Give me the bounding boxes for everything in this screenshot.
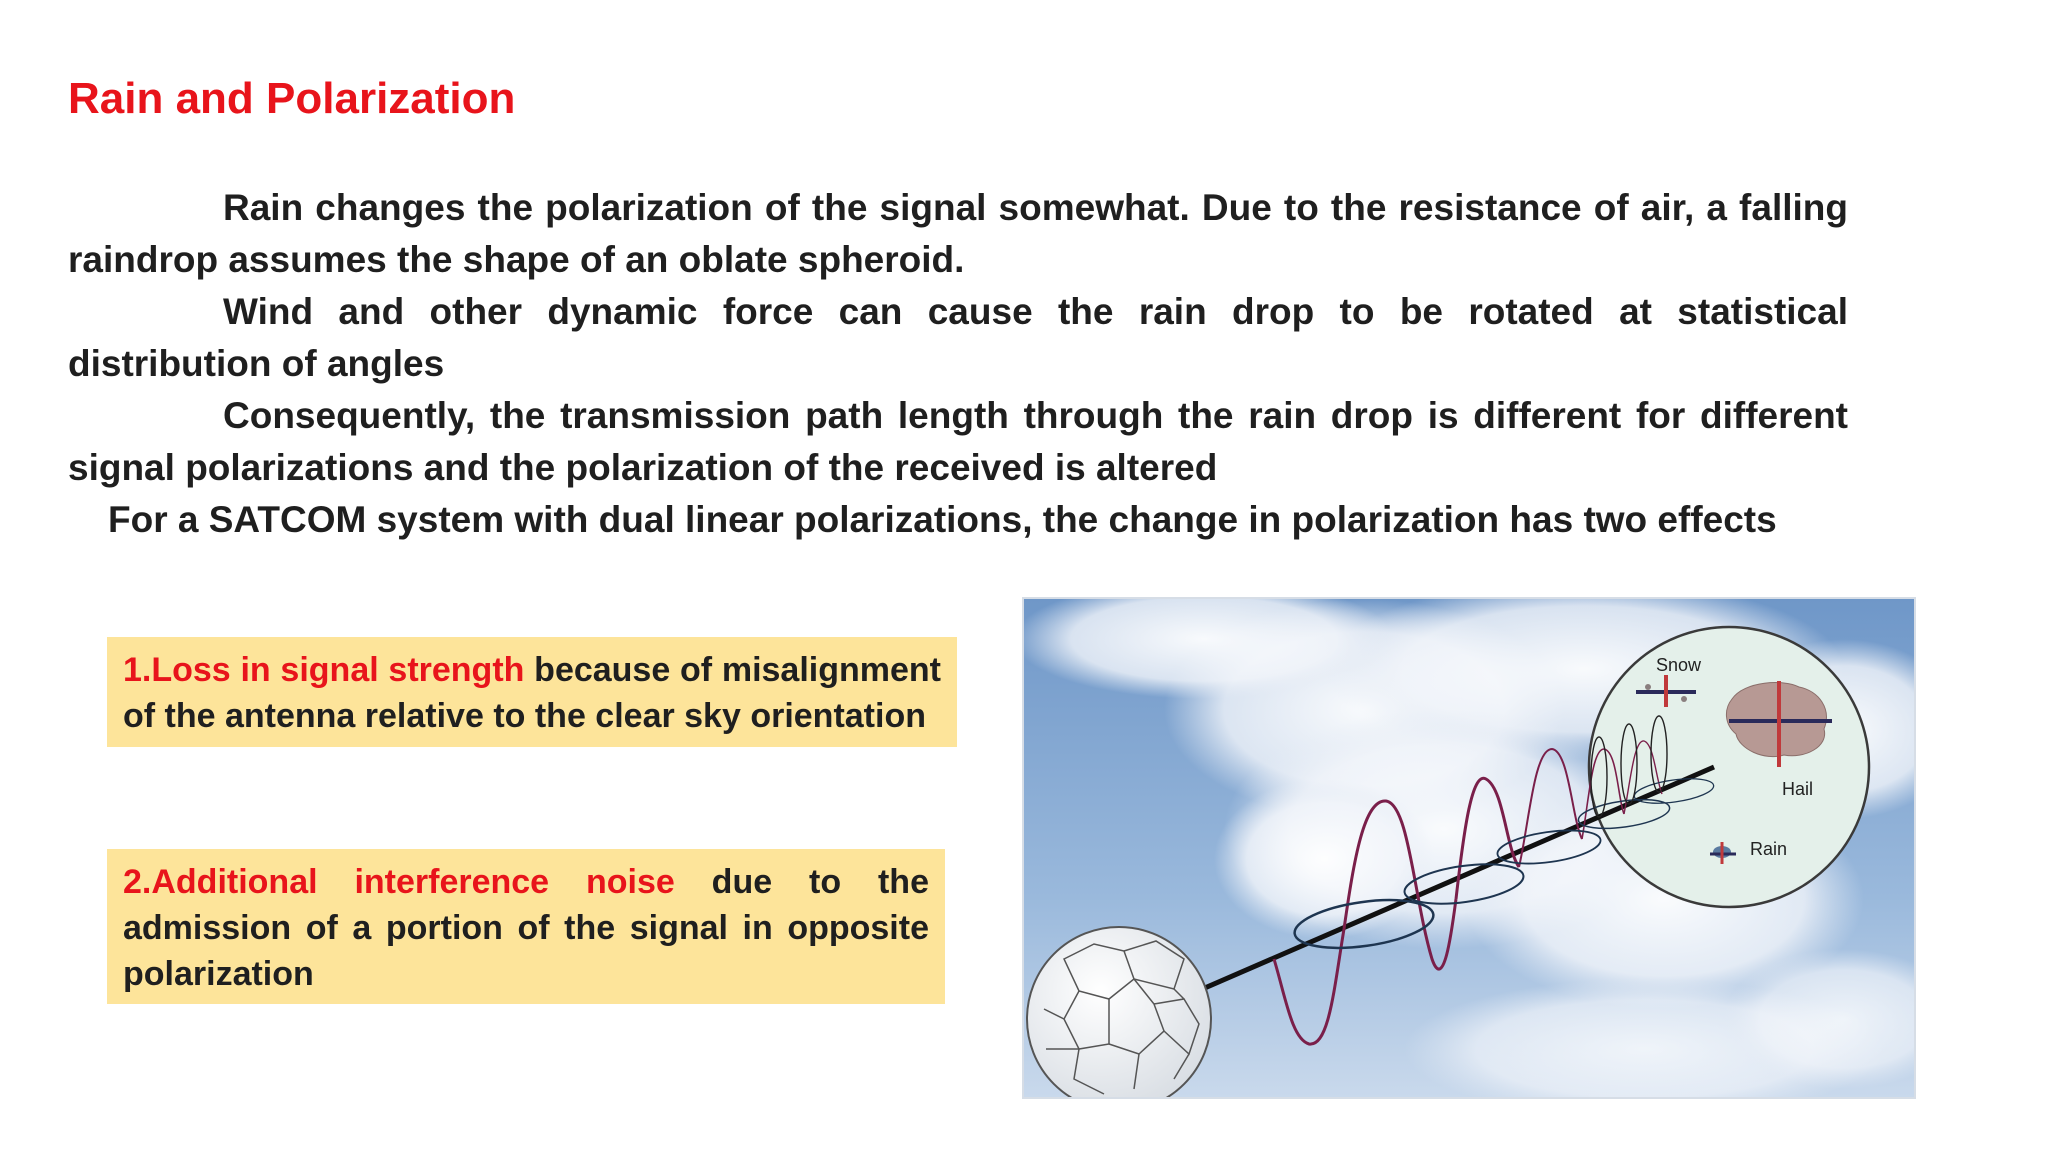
precipitation-circle (1589, 627, 1869, 907)
polarization-illustration (1022, 597, 1916, 1099)
snow-label: Snow (1656, 655, 1702, 675)
paragraph-wind-rotation: Wind and other dynamic force can cause the rain drop to be rotated at statistical distribution of angles (68, 291, 1848, 384)
hail-label: Hail (1782, 779, 1814, 799)
paragraph-path-length: Consequently, the transmission path length through the rain drop is different for different signal polarizations and the polarization of the received is altered (68, 395, 1848, 488)
body-text (68, 182, 1848, 546)
rain-label: Rain (1750, 839, 1788, 859)
paragraph-raindrop-shape: Rain changes the polarization of the signal somewhat. Due to the resistance of air, a falling raindrop assumes the shape of an oblate spheroid. (68, 187, 1848, 280)
effect-box-interference-noise (107, 849, 945, 1004)
paragraph-satcom-effects: For a SATCOM system with dual linear polarizations, the change in polarization has two effects (108, 499, 1777, 540)
slide-title: Rain and Polarization (68, 74, 516, 123)
effect-description: because of misalignment of the antenna relative to the clear sky orientation (123, 651, 941, 735)
effect-highlight: 2.Additional interference noise (123, 863, 675, 901)
effect-description: due to the admission of a portion of the signal in opposite polarization (123, 863, 929, 993)
radome-icon (1027, 927, 1211, 1097)
polarization-illustration-svg (1024, 599, 1914, 1097)
effect-box-signal-loss (107, 637, 957, 747)
effect-highlight: 1.Loss in signal strength (123, 651, 525, 689)
